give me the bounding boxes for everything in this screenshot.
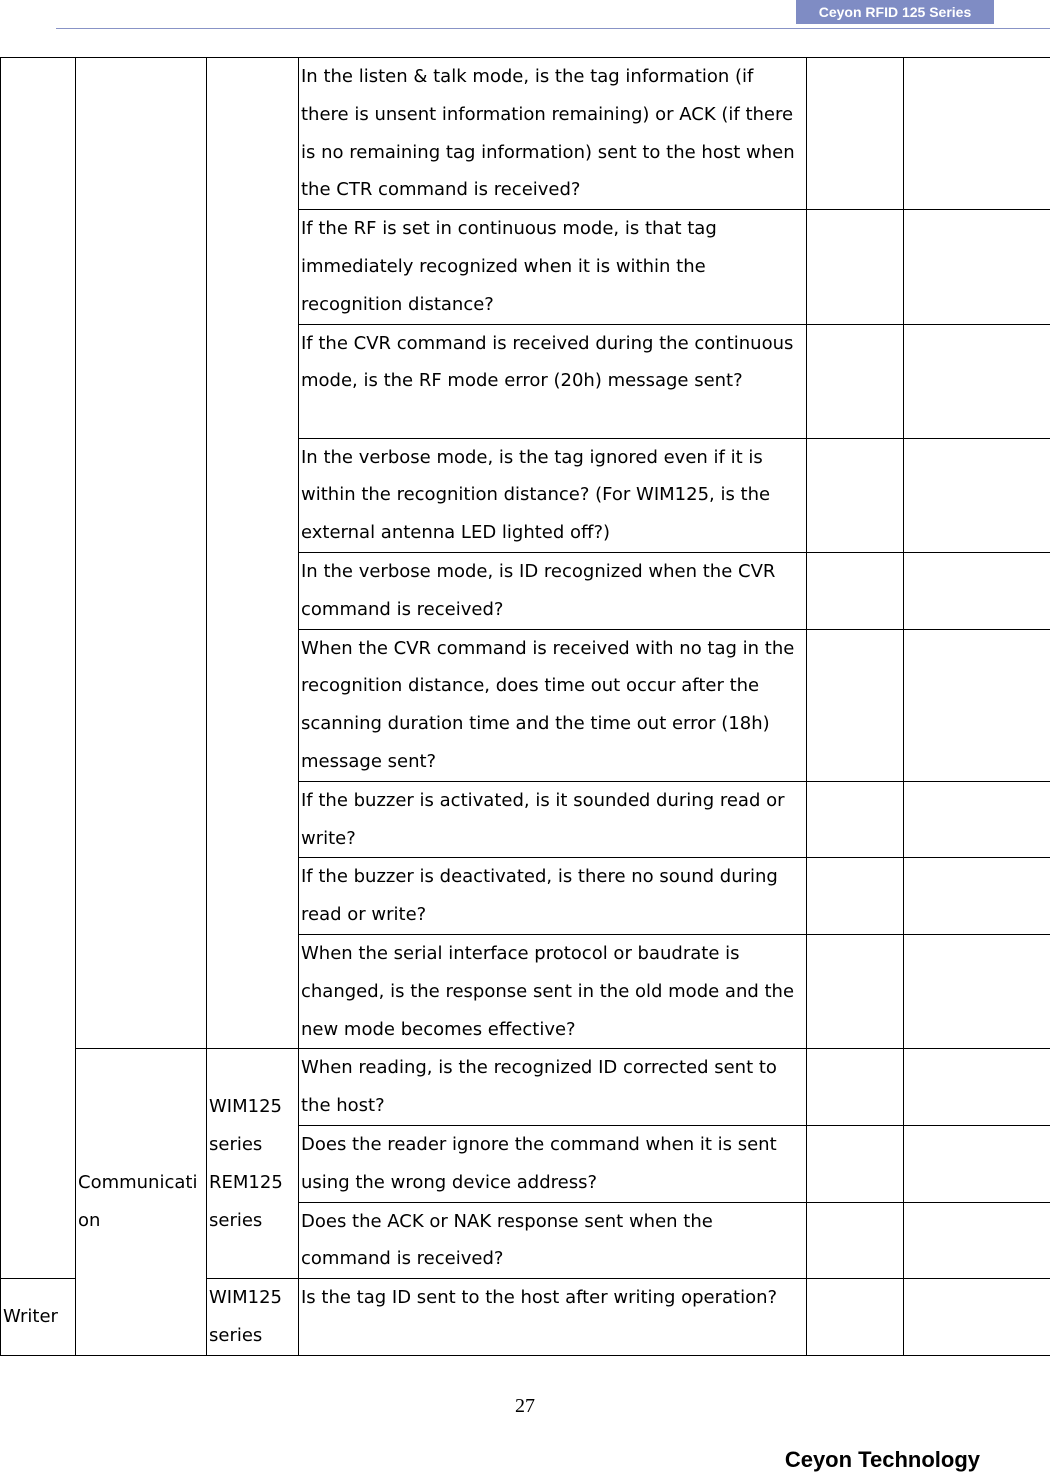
- note-cell: [904, 629, 1050, 781]
- result-cell: [807, 934, 904, 1048]
- note-cell: [904, 438, 1050, 552]
- question-cell: In the verbose mode, is ID recognized when the CVR command is received?: [299, 552, 807, 629]
- question-cell: Does the ACK or NAK response sent when the command is received?: [299, 1202, 807, 1279]
- device-cell-top: [207, 58, 299, 1049]
- table-row: [1, 1049, 1050, 1126]
- result-cell: [807, 629, 904, 781]
- result-cell: [807, 210, 904, 324]
- note-cell: [904, 934, 1050, 1048]
- note-cell: [904, 1125, 1050, 1202]
- footer-company: Ceyon Technology: [784, 1447, 980, 1472]
- note-cell: [904, 1049, 1050, 1126]
- page-number: 27: [515, 1395, 535, 1417]
- result-cell: [807, 858, 904, 935]
- result-cell: [807, 781, 904, 858]
- question-cell: In the listen & talk mode, is the tag information (if there is unsent information remaining) or ACK (if there is no remaining tag information) sent to the host when the CTR command is received?: [299, 58, 807, 210]
- subcategory-cell-top: [76, 58, 207, 1049]
- question-cell: When the CVR command is received with no tag in the recognition distance, does time out occur after the scanning duration time and the time out error (18h) message sent?: [299, 629, 807, 781]
- table-row: [1, 58, 1050, 210]
- note-cell: [904, 210, 1050, 324]
- question-cell: When reading, is the recognized ID corrected sent to the host?: [299, 1049, 807, 1126]
- result-cell: [807, 1125, 904, 1202]
- note-cell: [904, 858, 1050, 935]
- note-cell: [904, 324, 1050, 438]
- question-cell: If the RF is set in continuous mode, is that tag immediately recognized when it is within the recognition distance?: [299, 210, 807, 324]
- note-cell: [904, 552, 1050, 629]
- note-cell: [904, 1202, 1050, 1279]
- checklist-table: [0, 57, 1050, 1356]
- question-cell: In the verbose mode, is the tag ignored even if it is within the recognition distance? (For WIM125, is the external antenna LED lighted off?): [299, 438, 807, 552]
- question-cell: Is the tag ID sent to the host after writing operation?: [299, 1279, 807, 1356]
- writer-label: Writer: [1, 1279, 76, 1356]
- result-cell: [807, 58, 904, 210]
- question-cell: Does the reader ignore the command when it is sent using the wrong device address?: [299, 1125, 807, 1202]
- result-cell: [807, 1049, 904, 1126]
- result-cell: [807, 1279, 904, 1356]
- question-cell: If the buzzer is activated, is it sounded during read or write?: [299, 781, 807, 858]
- result-cell: [807, 324, 904, 438]
- header-series-badge: Ceyon RFID 125 Series: [796, 0, 994, 24]
- header-divider: [56, 28, 1050, 29]
- category-cell-top: [1, 58, 76, 1279]
- result-cell: [807, 552, 904, 629]
- question-cell: If the CVR command is received during the continuous mode, is the RF mode error (20h) message sent?: [299, 324, 807, 438]
- result-cell: [807, 1202, 904, 1279]
- question-cell: When the serial interface protocol or baudrate is changed, is the response sent in the old mode and the new mode becomes effective?: [299, 934, 807, 1048]
- device-label-wim: WIM125 series: [207, 1279, 299, 1356]
- note-cell: [904, 58, 1050, 210]
- device-label-wim-rem: WIM125 series REM125 series: [207, 1049, 299, 1279]
- note-cell: [904, 1279, 1050, 1356]
- communication-label: Communication: [76, 1049, 207, 1355]
- result-cell: [807, 438, 904, 552]
- note-cell: [904, 781, 1050, 858]
- question-cell: If the buzzer is deactivated, is there no sound during read or write?: [299, 858, 807, 935]
